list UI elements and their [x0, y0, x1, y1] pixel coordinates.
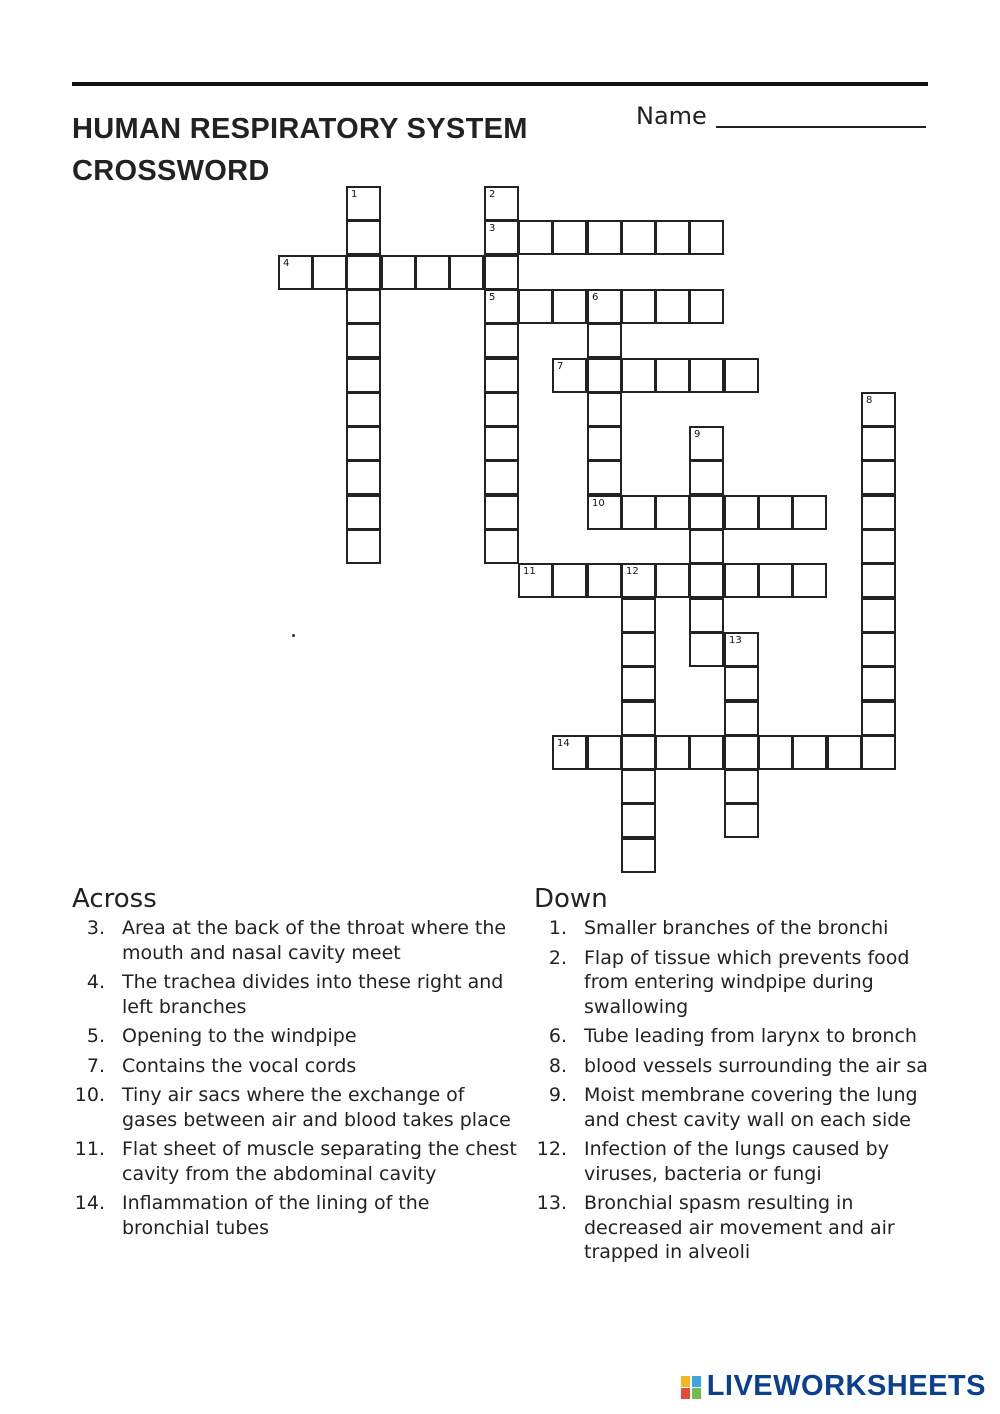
crossword-cell[interactable] [484, 392, 519, 427]
crossword-cell[interactable] [689, 632, 724, 667]
crossword-cell[interactable] [689, 495, 724, 530]
crossword-cell[interactable] [724, 666, 759, 701]
crossword-cell[interactable] [552, 735, 587, 770]
across-clue [72, 1137, 522, 1186]
crossword-cell[interactable] [484, 289, 519, 324]
crossword-cell[interactable] [861, 460, 896, 495]
crossword-cell[interactable] [724, 632, 759, 667]
clue-text: blood vessels surrounding the air sa [584, 1054, 928, 1077]
crossword-cell[interactable] [689, 735, 724, 770]
crossword-cell[interactable] [587, 495, 622, 530]
crossword-cell[interactable] [621, 220, 656, 255]
clue-number: 11 [523, 566, 536, 577]
crossword-cell[interactable] [587, 289, 622, 324]
crossword-cell[interactable] [552, 220, 587, 255]
crossword-cell[interactable] [689, 289, 724, 324]
clue-num: 4. [86, 971, 105, 993]
clue-number: 5 [489, 292, 496, 303]
down-clue [534, 916, 954, 941]
crossword-cell[interactable] [689, 529, 724, 564]
across-clues [72, 884, 522, 1245]
clue-text: Flap of tissue which prevents food from entering windpipe during swallowing [584, 946, 910, 1018]
crossword-cell[interactable] [552, 563, 587, 598]
crossword-cell[interactable] [621, 666, 656, 701]
clue-number: 3 [489, 223, 496, 234]
crossword-cell[interactable] [827, 735, 862, 770]
crossword-cell[interactable] [689, 598, 724, 633]
crossword-cell[interactable] [587, 563, 622, 598]
crossword-cell[interactable] [621, 358, 656, 393]
crossword-cell[interactable] [278, 255, 313, 290]
clue-num: 9. [548, 1084, 567, 1106]
crossword-cell[interactable] [312, 255, 347, 290]
crossword-cell[interactable] [587, 358, 622, 393]
clue-num: 12. [536, 1138, 567, 1160]
title-line-2: CROSSWORD [72, 155, 270, 187]
clue-num: 8. [548, 1054, 567, 1077]
across-clue [72, 1083, 522, 1132]
crossword-cell[interactable] [484, 460, 519, 495]
crossword-cell[interactable] [724, 803, 759, 838]
clue-text: Moist membrane covering the lung and chest cavity wall on each side [584, 1084, 918, 1131]
crossword-cell[interactable] [346, 289, 381, 324]
across-clue [72, 1191, 522, 1240]
crossword-cell[interactable] [484, 255, 519, 290]
down-clue [534, 1191, 954, 1265]
clue-number: 10 [592, 498, 605, 509]
crossword-cell[interactable] [861, 598, 896, 633]
crossword-cell[interactable] [381, 255, 416, 290]
clue-num: 10. [74, 1084, 105, 1106]
across-clue [72, 1054, 522, 1079]
crossword-cell[interactable] [346, 255, 381, 290]
crossword-cell[interactable] [484, 495, 519, 530]
crossword-cell[interactable] [346, 186, 381, 221]
crossword-cell[interactable] [655, 495, 690, 530]
clue-text: Flat sheet of muscle separating the chest cavity from the abdominal cavity [122, 1138, 517, 1185]
crossword-cell[interactable] [861, 426, 896, 461]
crossword-cell[interactable] [758, 735, 793, 770]
crossword-cell[interactable] [621, 803, 656, 838]
crossword-cell[interactable] [724, 735, 759, 770]
clue-num: 13. [536, 1192, 567, 1214]
crossword-cell[interactable] [346, 358, 381, 393]
clue-num: 2. [548, 946, 567, 969]
clue-number: 6 [592, 292, 599, 303]
crossword-cell[interactable] [861, 529, 896, 564]
clue-text: Contains the vocal cords [122, 1054, 357, 1077]
crossword-cell[interactable] [758, 495, 793, 530]
crossword-cell[interactable] [518, 220, 553, 255]
clue-text: Infection of the lungs caused by viruses, bacteria or fungi [584, 1138, 889, 1185]
crossword-cell[interactable] [758, 563, 793, 598]
crossword-cell[interactable] [346, 220, 381, 255]
crossword-cell[interactable] [861, 701, 896, 736]
crossword-cell[interactable] [587, 460, 622, 495]
crossword-cell[interactable] [587, 735, 622, 770]
crossword-cell[interactable] [724, 495, 759, 530]
crossword-cell[interactable] [346, 392, 381, 427]
crossword-cell[interactable] [621, 563, 656, 598]
crossword-cell[interactable] [346, 460, 381, 495]
crossword-cell[interactable] [346, 323, 381, 358]
crossword-cell[interactable] [724, 701, 759, 736]
clue-number: 13 [729, 635, 742, 646]
clue-text: Tube leading from larynx to bronch [584, 1025, 917, 1047]
crossword-cell[interactable] [484, 358, 519, 393]
crossword-cell[interactable] [587, 392, 622, 427]
clue-number: 7 [557, 361, 564, 372]
down-clue [534, 1024, 954, 1049]
crossword-cell[interactable] [861, 666, 896, 701]
crossword-cell[interactable] [689, 220, 724, 255]
crossword-cell[interactable] [621, 701, 656, 736]
clue-text: The trachea divides into these right and left branches [122, 971, 504, 1018]
crossword-cell[interactable] [587, 426, 622, 461]
crossword-cell[interactable] [449, 255, 484, 290]
down-clue [534, 1137, 954, 1186]
clue-num: 6. [548, 1025, 567, 1047]
clue-number: 1 [351, 189, 358, 200]
crossword-cell[interactable] [346, 426, 381, 461]
down-heading: Down [534, 884, 608, 914]
crossword-cell[interactable] [484, 529, 519, 564]
crossword-cell[interactable] [724, 358, 759, 393]
crossword-cell[interactable] [518, 289, 553, 324]
crossword-cell[interactable] [655, 358, 690, 393]
across-clue [72, 970, 522, 1019]
crossword-cell[interactable] [792, 735, 827, 770]
crossword-cell[interactable] [552, 289, 587, 324]
crossword-cell[interactable] [792, 495, 827, 530]
crossword-cell[interactable] [689, 426, 724, 461]
clue-num: 5. [86, 1025, 105, 1047]
logo-icon [681, 1374, 703, 1400]
clue-num: 7. [86, 1054, 105, 1077]
crossword-cell[interactable] [621, 495, 656, 530]
down-clue [534, 1083, 954, 1132]
across-clue [72, 1024, 522, 1049]
crossword-cell[interactable] [415, 255, 450, 290]
crossword-cell[interactable] [792, 563, 827, 598]
clue-text: Inflammation of the lining of the bronchial tubes [122, 1192, 430, 1239]
crossword-cell[interactable] [861, 392, 896, 427]
crossword-cell[interactable] [655, 735, 690, 770]
crossword-cell[interactable] [621, 598, 656, 633]
crossword-cell[interactable] [724, 769, 759, 804]
clue-number: 9 [694, 429, 701, 440]
crossword-cell[interactable] [518, 563, 553, 598]
crossword-cell[interactable] [621, 632, 656, 667]
crossword-cell[interactable] [484, 426, 519, 461]
clue-number: 2 [489, 189, 496, 200]
crossword-cell[interactable] [689, 563, 724, 598]
crossword-cell[interactable] [346, 529, 381, 564]
crossword-cell[interactable] [861, 495, 896, 530]
crossword-cell[interactable] [621, 838, 656, 873]
crossword-cell[interactable] [861, 563, 896, 598]
clue-num: 1. [548, 917, 567, 939]
clue-number: 12 [626, 566, 639, 577]
name-label: Name [636, 102, 707, 130]
crossword-cell[interactable] [689, 358, 724, 393]
stray-mark [292, 634, 295, 637]
crossword-cell[interactable] [655, 563, 690, 598]
across-heading: Across [72, 884, 157, 914]
clue-text: Tiny air sacs where the exchange of gases between air and blood takes place [122, 1084, 511, 1131]
down-clues [534, 884, 954, 1270]
clue-number: 8 [866, 395, 873, 406]
clue-text: Area at the back of the throat where the mouth and nasal cavity meet [122, 917, 507, 964]
crossword-cell[interactable] [484, 220, 519, 255]
down-clue [534, 1054, 954, 1079]
crossword-cell[interactable] [861, 632, 896, 667]
clue-number: 14 [557, 738, 570, 749]
clue-text: Smaller branches of the bronchi [584, 917, 889, 939]
across-clue [72, 916, 522, 965]
clue-text: Bronchial spasm resulting in decreased air movement and air trapped in alveoli [584, 1192, 895, 1263]
crossword-cell[interactable] [724, 563, 759, 598]
clue-num: 11. [74, 1138, 105, 1160]
crossword-cell[interactable] [346, 495, 381, 530]
crossword-cell[interactable] [689, 460, 724, 495]
clue-text: Opening to the windpipe [122, 1025, 357, 1047]
clue-num: 3. [86, 917, 105, 939]
crossword-cell[interactable] [621, 735, 656, 770]
crossword-cell[interactable] [621, 769, 656, 804]
liveworksheets-logo [681, 1370, 986, 1403]
clue-number: 4 [283, 258, 290, 269]
title-line-1: HUMAN RESPIRATORY SYSTEM [72, 113, 528, 145]
crossword-cell[interactable] [861, 735, 896, 770]
crossword-cell[interactable] [587, 323, 622, 358]
crossword-cell[interactable] [655, 220, 690, 255]
crossword-cell[interactable] [484, 323, 519, 358]
clue-num: 14. [74, 1192, 105, 1214]
crossword-cell[interactable] [587, 220, 622, 255]
crossword-cell[interactable] [655, 289, 690, 324]
crossword-cell[interactable] [484, 186, 519, 221]
down-clue [534, 946, 954, 1020]
crossword-cell[interactable] [621, 289, 656, 324]
logo-text: LIVEWORKSHEETS [706, 1370, 986, 1402]
crossword-cell[interactable] [552, 358, 587, 393]
